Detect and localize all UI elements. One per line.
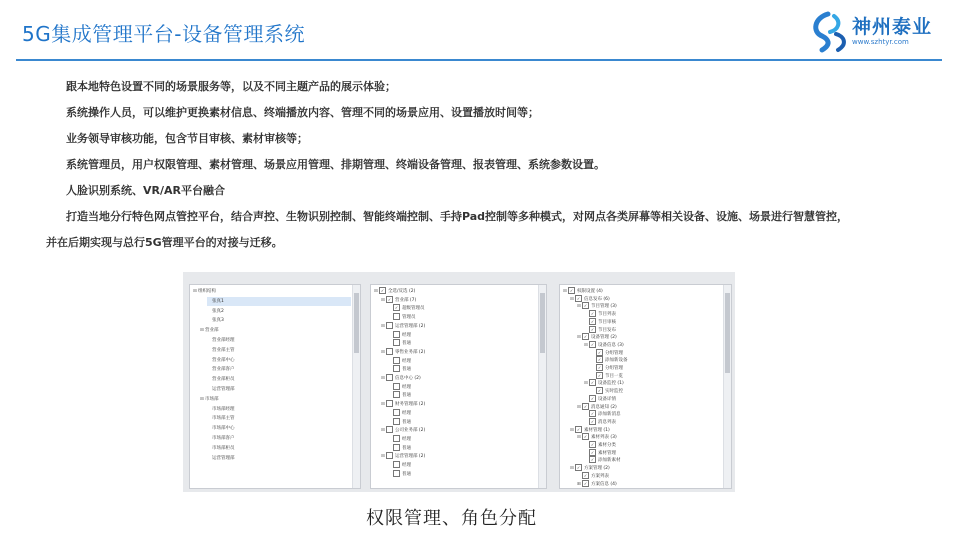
tree-item[interactable]	[200, 326, 351, 335]
tree-item-label: 营业部客户	[212, 367, 235, 373]
tree-checkbox[interactable]	[386, 426, 393, 433]
tree-item-label: 经理	[402, 358, 411, 364]
expand-toggle-icon[interactable]: ⊟	[563, 289, 567, 294]
tree-checkbox[interactable]: ✓	[583, 480, 588, 486]
tree-item[interactable]	[388, 357, 537, 366]
expand-toggle-icon[interactable]: ⊟	[381, 454, 385, 460]
tree-checkbox[interactable]: ✓	[394, 305, 399, 311]
body-line: 跟本地特色设置不同的场景服务等，以及不同主题产品的展示体验；	[66, 80, 396, 93]
tree-item[interactable]	[381, 348, 537, 357]
tree-checkbox[interactable]: ✓	[387, 296, 392, 302]
tree-item[interactable]	[381, 322, 537, 331]
expand-toggle-icon[interactable]: ⊟	[584, 381, 588, 387]
tree-item-label: 普通	[402, 367, 411, 373]
tree-item-label: 市场部	[205, 396, 219, 402]
tree-item-label: 权限设置 (4)	[577, 289, 603, 294]
tree-item-label: 张真2	[212, 308, 224, 314]
expand-toggle-icon[interactable]: ⊟	[193, 289, 197, 294]
scrollbar[interactable]	[538, 285, 546, 488]
tree-checkbox[interactable]: ✓	[380, 288, 385, 293]
tree-item-label: 信息发布 (6)	[584, 296, 610, 302]
tree-item-label: 方案管理 (2)	[584, 466, 610, 472]
tree-item[interactable]	[577, 480, 722, 489]
body-line: 系统操作人员，可以维护更换素材信息、终端播放内容、管理不同的场景应用、设置播放时间等；	[66, 106, 539, 119]
tree-item[interactable]	[207, 414, 351, 423]
tree-item-label: 实时监控	[605, 389, 623, 395]
tree-item-label: 素材管理	[598, 450, 616, 456]
tree-item-label: 设备管理 (2)	[591, 335, 617, 341]
tree-checkbox[interactable]	[393, 357, 400, 364]
tree-item-label: 市场部经理	[212, 406, 235, 412]
scrollbar[interactable]	[352, 285, 360, 488]
tree-checkbox[interactable]: ✓	[576, 295, 581, 301]
expand-toggle-icon[interactable]: ⊟	[381, 297, 385, 303]
tree-item-label: 市场部主管	[212, 416, 235, 422]
tree-checkbox[interactable]: ✓	[590, 318, 595, 324]
tree-checkbox[interactable]: ✓	[597, 388, 602, 394]
tree-item-label: 添加新设备	[605, 358, 628, 364]
tree-item-label: 消息列表	[598, 419, 616, 425]
tree-checkbox[interactable]	[393, 331, 400, 338]
tree-item[interactable]	[374, 287, 537, 296]
tree-checkbox[interactable]: ✓	[583, 434, 588, 440]
tree-item-label: 运营管理部	[212, 455, 235, 461]
tree-checkbox[interactable]: ✓	[576, 465, 581, 471]
tree-item-label: 节目发布	[598, 327, 616, 333]
tree-checkbox[interactable]: ✓	[590, 411, 595, 417]
tree-item-label: 经理	[402, 332, 411, 338]
tree-item-label: 添加新消息	[598, 412, 621, 418]
tree-item[interactable]	[388, 444, 537, 453]
tree-checkbox[interactable]	[393, 461, 400, 468]
tree-item[interactable]	[381, 296, 537, 305]
body-line: 并在后期实现与总行5G管理平台的对接与迁移。	[46, 236, 283, 249]
expand-toggle-icon[interactable]: ⊟	[200, 396, 204, 402]
tree-item[interactable]	[207, 454, 351, 463]
tree-item-label: 素材列表 (3)	[591, 435, 617, 441]
role-tree-panel	[370, 284, 547, 489]
tree-checkbox[interactable]: ✓	[590, 418, 595, 424]
tree-item[interactable]	[388, 470, 537, 479]
tree-item-label: 方案列表	[591, 473, 609, 479]
expand-toggle-icon[interactable]: ⊟	[381, 428, 385, 434]
tree-item[interactable]	[388, 313, 537, 322]
tree-checkbox[interactable]: ✓	[590, 341, 595, 347]
tree-item-label: 公司业务部 (2)	[395, 428, 426, 434]
tree-item-label: 节目审核	[598, 319, 616, 325]
tree-checkbox[interactable]	[386, 400, 393, 407]
tree-checkbox[interactable]: ✓	[597, 365, 602, 370]
tree-item[interactable]	[381, 400, 537, 409]
expand-toggle-icon[interactable]: ⊟	[570, 296, 574, 302]
tree-item-label: 节目列表	[598, 312, 616, 318]
expand-toggle-icon[interactable]: ⊟	[381, 323, 385, 329]
tree-item-label: 市场部中心	[212, 426, 235, 432]
tree-item-label: 零售业务部 (2)	[395, 349, 426, 355]
tree-checkbox[interactable]	[393, 470, 400, 477]
tree-checkbox[interactable]	[393, 409, 400, 416]
expand-toggle-icon[interactable]: ⊟	[570, 466, 574, 472]
tree-checkbox[interactable]	[386, 374, 393, 381]
tree-checkbox[interactable]: ✓	[590, 449, 595, 455]
tree-checkbox[interactable]: ✓	[576, 426, 581, 432]
tree-item[interactable]	[207, 444, 351, 453]
tree-checkbox[interactable]: ✓	[583, 334, 588, 340]
tree-item-label: 营业部中心	[212, 357, 235, 363]
expand-toggle-icon[interactable]: ⊞	[577, 481, 581, 487]
tree-checkbox[interactable]: ✓	[590, 311, 595, 317]
tree-item[interactable]	[207, 365, 351, 374]
tree-checkbox[interactable]: ✓	[569, 288, 574, 293]
tree-checkbox[interactable]	[386, 322, 393, 329]
tree-checkbox[interactable]: ✓	[590, 395, 595, 401]
tree-checkbox[interactable]	[393, 435, 400, 442]
tree-item-label: 组织结构	[198, 289, 216, 294]
tree-checkbox[interactable]: ✓	[597, 349, 602, 355]
permission-screenshot	[183, 272, 735, 492]
tree-item[interactable]	[207, 385, 351, 394]
tree-item[interactable]	[388, 365, 537, 374]
org-tree-panel	[189, 284, 361, 489]
tree-item[interactable]	[207, 434, 351, 443]
tree-item-label: 张真1	[212, 298, 224, 304]
tree-checkbox[interactable]: ✓	[583, 403, 588, 409]
body-line: 业务领导审核功能，包含节目审核、素材审核等；	[66, 132, 308, 145]
tree-item[interactable]	[388, 435, 537, 444]
tree-item-label: 添加新素材	[598, 458, 621, 464]
tree-item[interactable]	[207, 356, 351, 365]
tree-item-label: 张真3	[212, 318, 224, 324]
tree-item[interactable]	[388, 409, 537, 418]
tree-item-label: 节目一览	[605, 373, 623, 379]
tree-item[interactable]	[193, 287, 351, 296]
tree-checkbox[interactable]: ✓	[597, 357, 602, 363]
tree-item-label: 普通	[402, 419, 411, 425]
logo-name: 神州泰业	[852, 16, 933, 38]
tree-item[interactable]	[381, 374, 537, 383]
tree-item-label: 营业部 (7)	[395, 297, 417, 303]
tree-checkbox[interactable]	[393, 339, 400, 346]
tree-checkbox[interactable]: ✓	[583, 472, 588, 478]
tree-item[interactable]	[207, 336, 351, 345]
tree-item[interactable]	[388, 339, 537, 348]
title-divider	[16, 59, 942, 61]
slide-title: 5G集成管理平台-设备管理系统	[22, 22, 305, 46]
permission-tree-panel	[559, 284, 732, 489]
tree-checkbox[interactable]	[393, 383, 400, 390]
tree-checkbox[interactable]: ✓	[590, 326, 595, 332]
tree-item-label: 设备信息 (3)	[598, 342, 624, 348]
tree-item[interactable]	[388, 391, 537, 400]
tree-item-label: 市场部客户	[212, 436, 235, 441]
tree-item-label: 经理	[402, 384, 411, 390]
tree-item-label: 普通	[402, 445, 411, 451]
tree-checkbox[interactable]	[393, 313, 400, 320]
tree-checkbox[interactable]: ✓	[597, 372, 602, 378]
body-line: 系统管理员，用户权限管理、素材管理、场景应用管理、排期管理、终端设备管理、报表管理、系统参数设置。	[66, 158, 605, 171]
tree-checkbox[interactable]	[393, 444, 400, 451]
tree-checkbox[interactable]	[393, 365, 400, 372]
tree-item-label: 营业部柜员	[212, 377, 235, 383]
tree-checkbox[interactable]: ✓	[590, 380, 595, 386]
logo-url: www.szhtyr.com	[852, 38, 909, 46]
tree-checkbox[interactable]	[386, 452, 393, 459]
tree-item[interactable]	[207, 307, 351, 316]
tree-item-label: 消息通知 (2)	[591, 404, 617, 410]
tree-item-label: 素材管理 (1)	[584, 427, 610, 433]
body-line: 打造当地分行特色网点管控平台，结合声控、生物识别控制、智能终端控制、手持Pad控制等多种模式，对网点各类屏幕等相关设备、设施、场景进行智慧管控，	[66, 210, 849, 223]
expand-toggle-icon[interactable]: ⊟	[577, 404, 581, 410]
tree-item[interactable]	[207, 424, 351, 433]
expand-toggle-icon[interactable]: ⊟	[381, 402, 385, 408]
tree-item-label: 营业部	[205, 328, 219, 334]
tree-item-label: 全选/反选 (2)	[388, 289, 416, 294]
tree-item[interactable]	[207, 346, 351, 355]
tree-item-label: 市场部柜员	[212, 445, 235, 451]
tree-item-label: 超级管理员	[402, 306, 425, 312]
tree-item[interactable]	[207, 375, 351, 384]
tree-checkbox[interactable]: ✓	[590, 442, 595, 447]
tree-checkbox[interactable]	[386, 348, 393, 355]
tree-item[interactable]	[207, 405, 351, 414]
tree-item-label: 普通	[402, 393, 411, 399]
expand-toggle-icon[interactable]: ⊟	[381, 349, 385, 355]
expand-toggle-icon[interactable]: ⊟	[577, 335, 581, 341]
tree-checkbox[interactable]: ✓	[583, 303, 588, 309]
tree-checkbox[interactable]	[393, 391, 400, 398]
tree-item-label: 经理	[402, 463, 411, 468]
body-text	[46, 74, 926, 256]
tree-item[interactable]	[207, 297, 351, 306]
expand-toggle-icon[interactable]: ⊟	[577, 304, 581, 310]
tree-item-label: 财务管理部 (2)	[395, 402, 426, 408]
expand-toggle-icon[interactable]: ⊟	[570, 427, 574, 433]
tree-item-label: 经理	[402, 436, 411, 442]
tree-item-label: 管理员	[402, 315, 416, 321]
tree-checkbox[interactable]: ✓	[590, 457, 595, 463]
tree-item[interactable]	[388, 304, 537, 313]
tree-item-label: 分组管理	[605, 366, 623, 371]
tree-item-label: 营业部主管	[212, 347, 235, 353]
scrollbar[interactable]	[723, 285, 731, 488]
expand-toggle-icon[interactable]: ⊟	[200, 328, 204, 334]
tree-item[interactable]	[381, 426, 537, 435]
tree-item-label: 素材分类	[598, 443, 616, 448]
tree-checkbox[interactable]	[393, 418, 400, 425]
tree-item-label: 营业部经理	[212, 338, 235, 343]
tree-item-label: 设备详情	[598, 396, 616, 402]
tree-item-label: 信息中心 (2)	[395, 376, 421, 381]
tree-item-label: 节目管理 (3)	[591, 304, 617, 310]
body-line: 人脸识别系统、VR/AR平台融合	[66, 184, 225, 197]
tree-item-label: 运营管理部	[212, 387, 235, 392]
tree-item[interactable]	[388, 461, 537, 470]
expand-toggle-icon[interactable]: ⊟	[584, 342, 588, 348]
screenshot-caption: 权限管理、角色分配	[366, 508, 537, 529]
tree-item[interactable]	[381, 452, 537, 461]
tree-item[interactable]	[388, 383, 537, 392]
tree-item-label: 运营管理部 (2)	[395, 323, 426, 329]
expand-toggle-icon[interactable]: ⊟	[374, 289, 378, 294]
tree-item[interactable]	[388, 331, 537, 340]
tree-item[interactable]	[388, 418, 537, 427]
tree-item-label: 运营管理部 (2)	[395, 454, 426, 460]
tree-item-label: 方案信息 (4)	[591, 481, 617, 487]
tree-item-label: 经理	[402, 410, 411, 416]
tree-item-label: 设备监控 (1)	[598, 381, 624, 387]
tree-item[interactable]	[207, 316, 351, 325]
tree-item[interactable]	[200, 395, 351, 404]
expand-toggle-icon[interactable]: ⊟	[381, 376, 385, 381]
expand-toggle-icon[interactable]: ⊟	[577, 435, 581, 441]
tree-item-label: 普通	[402, 471, 411, 477]
tree-item-label: 分组管理	[605, 350, 623, 356]
tree-item-label: 普通	[402, 341, 411, 347]
